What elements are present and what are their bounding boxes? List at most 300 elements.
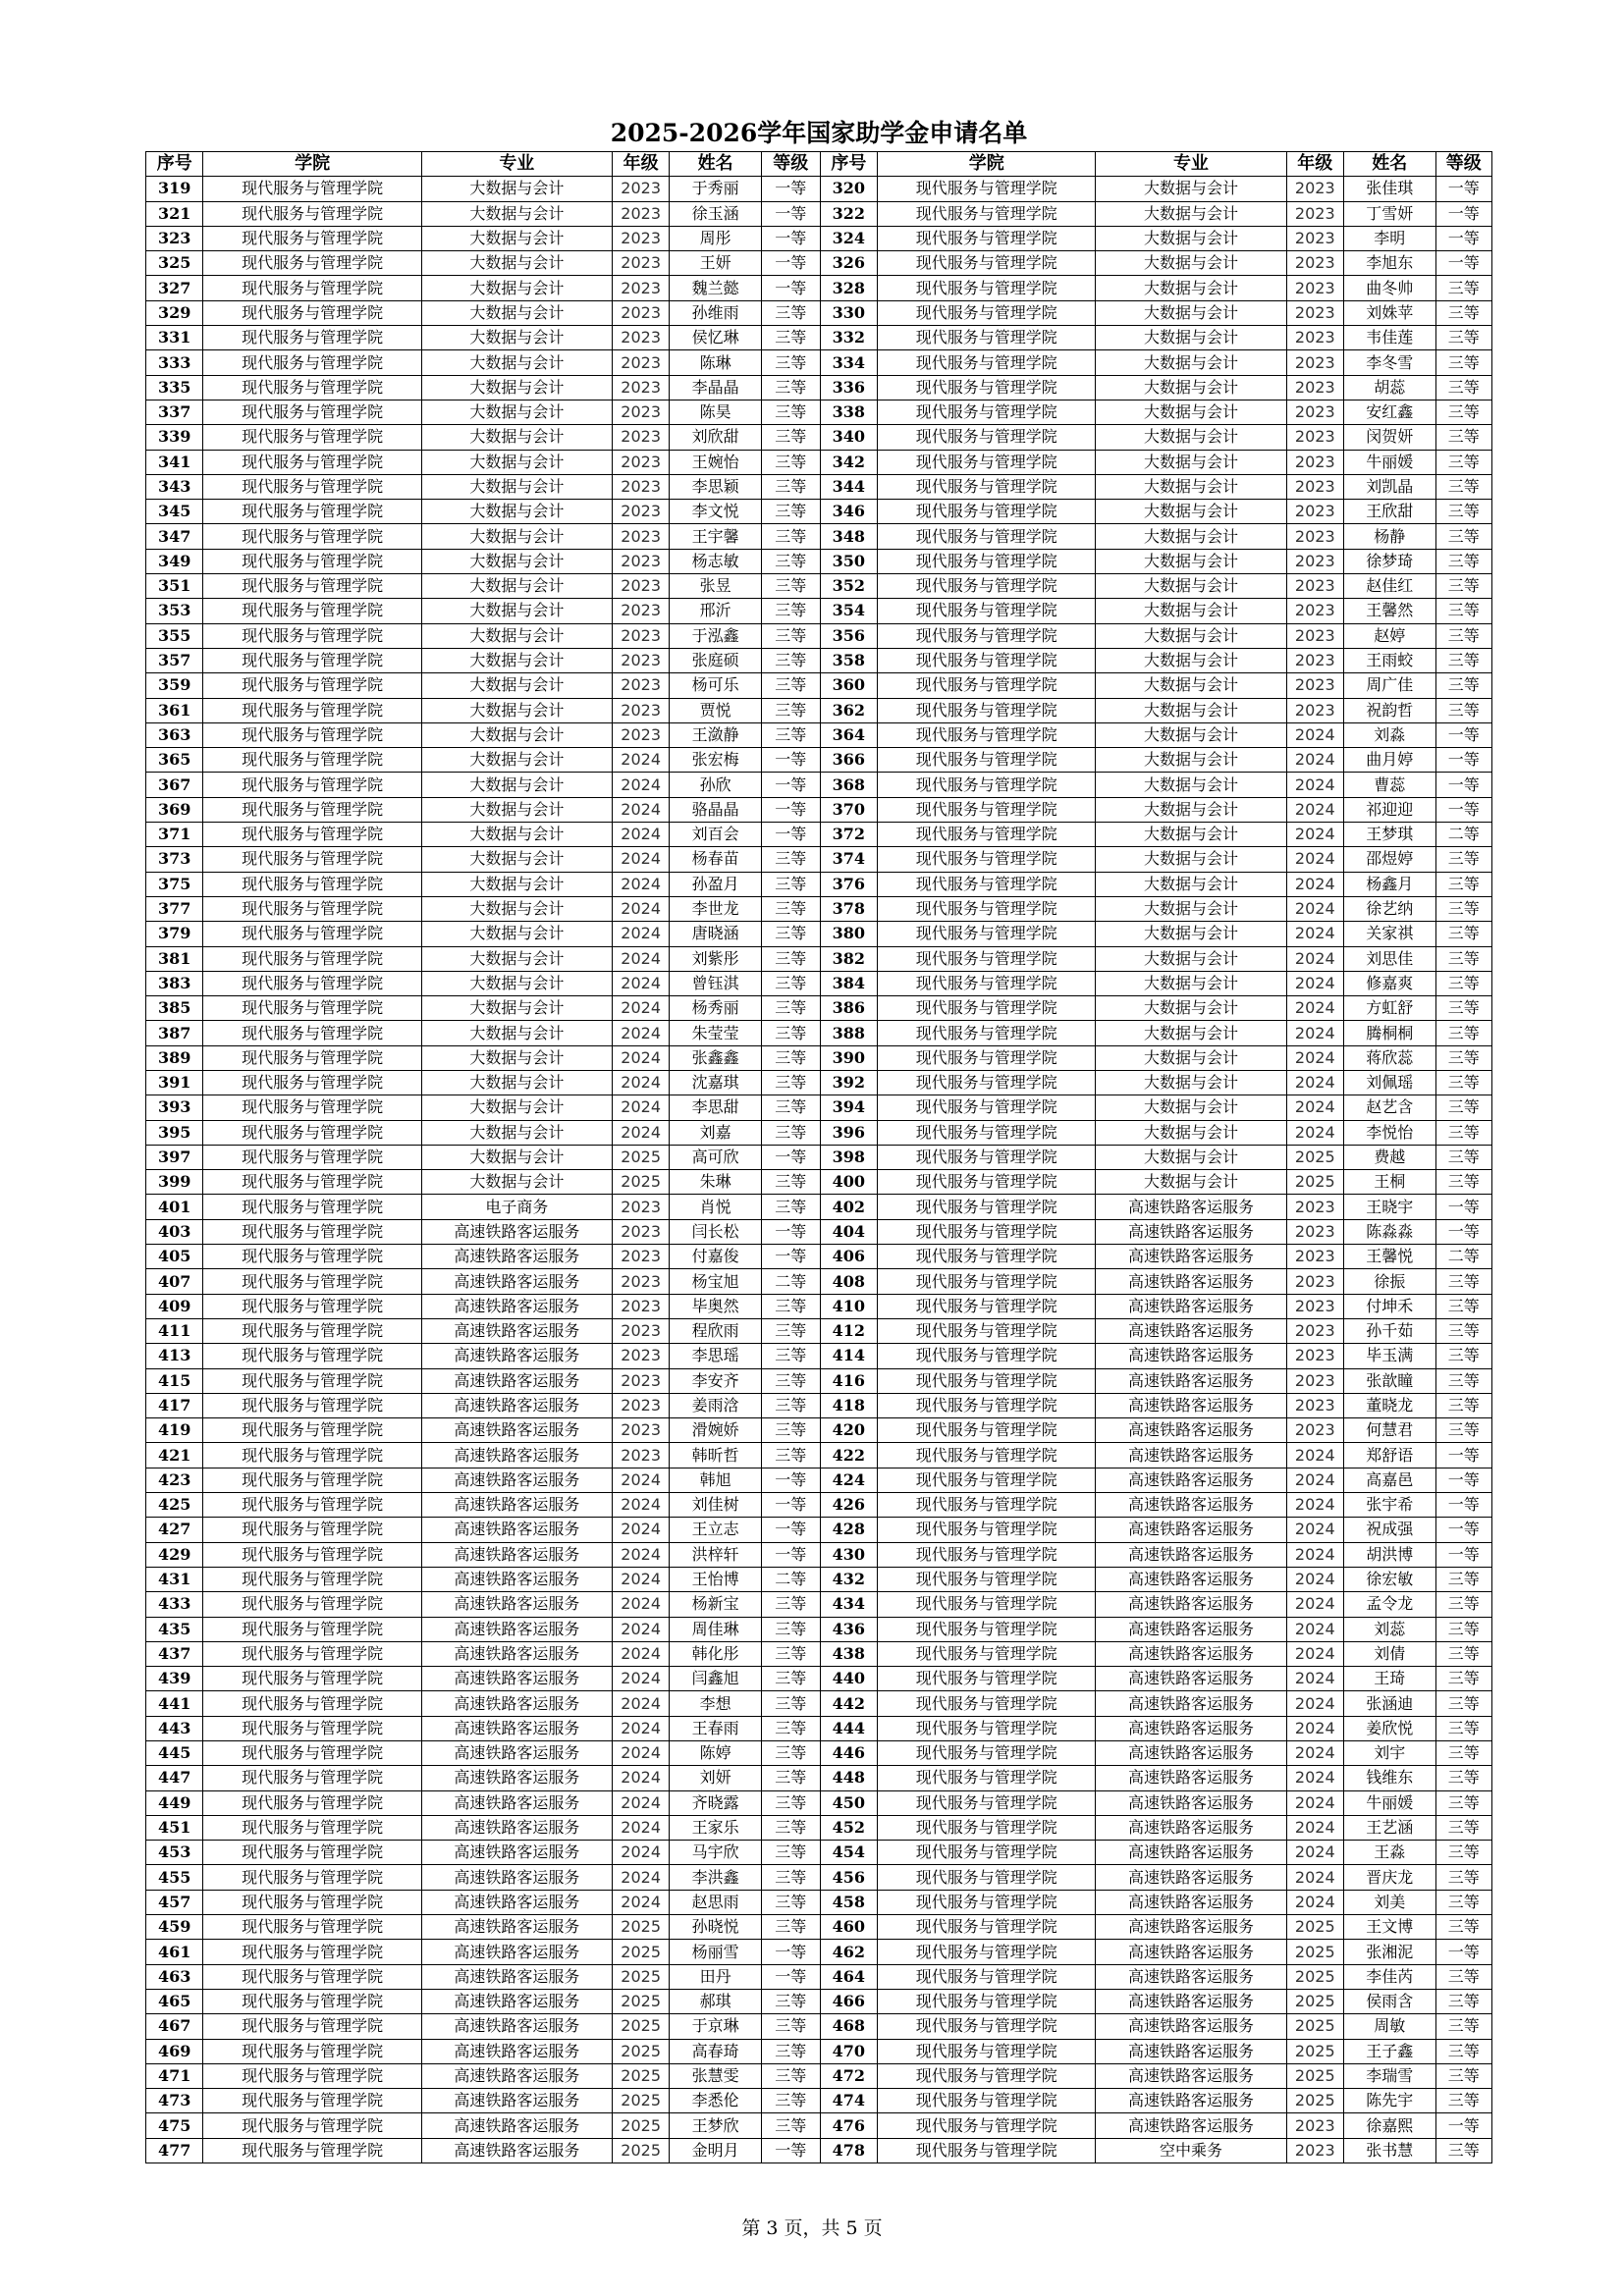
table-row [146,648,1492,672]
major-cell: 大数据与会计 [421,1021,612,1045]
level-cell: 三等 [761,1790,820,1815]
college-cell: 现代服务与管理学院 [203,673,421,698]
major-cell: 高速铁路客运服务 [421,1542,612,1567]
college-cell: 现代服务与管理学院 [878,1790,1096,1815]
student-name-cell: 王婉怡 [670,450,762,474]
header-major: 专业 [421,152,612,177]
grade-year-cell: 2025 [612,1989,669,2013]
student-name-cell: 陈琳 [670,350,762,375]
level-cell: 一等 [761,251,820,276]
seq-cell: 418 [820,1393,877,1417]
student-name-cell: 胡蕊 [1344,375,1436,400]
college-cell: 现代服务与管理学院 [203,177,421,201]
seq-cell: 373 [146,847,203,872]
student-name-cell: 张宇希 [1344,1493,1436,1518]
college-cell: 现代服务与管理学院 [878,1617,1096,1641]
level-cell: 三等 [761,1841,820,1865]
major-cell: 电子商务 [421,1195,612,1219]
student-name-cell: 李悦怡 [1344,1120,1436,1145]
seq-cell: 454 [820,1841,877,1865]
major-cell: 高速铁路客运服务 [1096,1790,1286,1815]
major-cell: 大数据与会计 [1096,599,1286,623]
grade-year-cell: 2024 [612,1468,669,1492]
seq-cell: 421 [146,1443,203,1468]
college-cell: 现代服务与管理学院 [203,1741,421,1766]
major-cell: 大数据与会计 [1096,1070,1286,1095]
level-cell: 三等 [1435,300,1491,325]
student-name-cell: 闫长松 [670,1219,762,1244]
table-row [146,375,1492,400]
level-cell: 三等 [1435,2063,1491,2088]
student-name-cell: 徐艺纳 [1344,896,1436,921]
level-cell: 二等 [1435,823,1491,847]
college-cell: 现代服务与管理学院 [878,1245,1096,1269]
college-cell: 现代服务与管理学院 [878,1195,1096,1219]
student-name-cell: 杨宝旭 [670,1269,762,1294]
table-body [146,177,1492,2163]
college-cell: 现代服务与管理学院 [878,1567,1096,1591]
college-cell: 现代服务与管理学院 [203,797,421,822]
table-row [146,574,1492,599]
seq-cell: 329 [146,300,203,325]
seq-cell: 364 [820,722,877,747]
seq-cell: 453 [146,1841,203,1865]
level-cell: 三等 [1435,1890,1491,1914]
table-row [146,1766,1492,1790]
student-name-cell: 于秀丽 [670,177,762,201]
level-cell: 一等 [1435,201,1491,226]
student-name-cell: 关家祺 [1344,922,1436,946]
level-cell: 三等 [1435,1418,1491,1443]
level-cell: 一等 [1435,1443,1491,1468]
major-cell: 高速铁路客运服务 [1096,1542,1286,1567]
level-cell: 三等 [761,673,820,698]
student-name-cell: 韩昕哲 [670,1443,762,1468]
major-cell: 大数据与会计 [1096,648,1286,672]
seq-cell: 388 [820,1021,877,1045]
major-cell: 大数据与会计 [1096,847,1286,872]
student-name-cell: 牛丽媛 [1344,1790,1436,1815]
grade-year-cell: 2023 [612,549,669,573]
level-cell: 三等 [761,375,820,400]
college-cell: 现代服务与管理学院 [878,1915,1096,1940]
seq-cell: 474 [820,2089,877,2113]
college-cell: 现代服务与管理学院 [203,201,421,226]
student-name-cell: 王子鑫 [1344,2039,1436,2063]
college-cell: 现代服务与管理学院 [878,1667,1096,1691]
table-row [146,722,1492,747]
grade-year-cell: 2025 [1286,2014,1343,2039]
level-cell: 一等 [761,1493,820,1518]
student-name-cell: 徐嘉熙 [1344,2113,1436,2138]
level-cell: 三等 [761,1045,820,1070]
grade-year-cell: 2025 [612,2039,669,2063]
seq-cell: 468 [820,2014,877,2039]
college-cell: 现代服务与管理学院 [203,1294,421,1318]
major-cell: 大数据与会计 [421,1045,612,1070]
grade-year-cell: 2024 [612,922,669,946]
table-row [146,226,1492,250]
major-cell: 高速铁路客运服务 [1096,2039,1286,2063]
college-cell: 现代服务与管理学院 [203,1592,421,1617]
grade-year-cell: 2023 [1286,400,1343,424]
college-cell: 现代服务与管理学院 [878,226,1096,250]
seq-cell: 387 [146,1021,203,1045]
college-cell: 现代服务与管理学院 [878,1741,1096,1766]
seq-cell: 367 [146,773,203,797]
college-cell: 现代服务与管理学院 [203,1841,421,1865]
student-name-cell: 王妍 [670,251,762,276]
college-cell: 现代服务与管理学院 [878,1294,1096,1318]
table-row [146,300,1492,325]
level-cell: 一等 [1435,251,1491,276]
student-name-cell: 杨志敏 [670,549,762,573]
grade-year-cell: 2025 [1286,2089,1343,2113]
major-cell: 高速铁路客运服务 [421,2113,612,2138]
college-cell: 现代服务与管理学院 [878,1045,1096,1070]
major-cell: 大数据与会计 [1096,971,1286,995]
college-cell: 现代服务与管理学院 [203,375,421,400]
level-cell: 三等 [1435,1667,1491,1691]
level-cell: 三等 [1435,326,1491,350]
major-cell: 高速铁路客运服务 [1096,1318,1286,1343]
major-cell: 高速铁路客运服务 [1096,1219,1286,1244]
table-row [146,773,1492,797]
college-cell: 现代服务与管理学院 [203,500,421,524]
grade-year-cell: 2023 [1286,425,1343,450]
table-row [146,2063,1492,2088]
header-name: 姓名 [1344,152,1436,177]
level-cell: 三等 [761,2089,820,2113]
level-cell: 三等 [1435,1170,1491,1195]
student-name-cell: 张涵迪 [1344,1691,1436,1716]
level-cell: 三等 [761,922,820,946]
major-cell: 高速铁路客运服务 [1096,1393,1286,1417]
major-cell: 高速铁路客运服务 [421,1691,612,1716]
grade-year-cell: 2024 [612,1120,669,1145]
major-cell: 高速铁路客运服务 [421,1915,612,1940]
college-cell: 现代服务与管理学院 [878,722,1096,747]
level-cell: 三等 [1435,1567,1491,1591]
student-name-cell: 曹蕊 [1344,773,1436,797]
seq-cell: 340 [820,425,877,450]
major-cell: 大数据与会计 [421,450,612,474]
grade-year-cell: 2024 [612,1841,669,1865]
college-cell: 现代服务与管理学院 [878,1269,1096,1294]
major-cell: 大数据与会计 [1096,946,1286,971]
major-cell: 高速铁路客运服务 [421,2039,612,2063]
student-name-cell: 齐晓露 [670,1790,762,1815]
major-cell: 大数据与会计 [421,823,612,847]
college-cell: 现代服务与管理学院 [878,400,1096,424]
grade-year-cell: 2024 [1286,872,1343,896]
grade-year-cell: 2023 [1286,450,1343,474]
grade-year-cell: 2024 [1286,1518,1343,1542]
table-row [146,1989,1492,2013]
level-cell: 三等 [761,326,820,350]
seq-cell: 471 [146,2063,203,2088]
grade-year-cell: 2023 [1286,375,1343,400]
level-cell: 三等 [1435,971,1491,995]
table-row [146,450,1492,474]
college-cell: 现代服务与管理学院 [878,773,1096,797]
major-cell: 大数据与会计 [1096,1095,1286,1120]
level-cell: 三等 [1435,375,1491,400]
college-cell: 现代服务与管理学院 [878,1368,1096,1393]
major-cell: 高速铁路客运服务 [421,1567,612,1591]
student-name-cell: 韦佳莲 [1344,326,1436,350]
table-row [146,1915,1492,1940]
student-name-cell: 杨新宝 [670,1592,762,1617]
level-cell: 一等 [761,276,820,300]
seq-cell: 449 [146,1790,203,1815]
level-cell: 一等 [761,1468,820,1492]
student-name-cell: 于泓鑫 [670,623,762,648]
grade-year-cell: 2024 [1286,1567,1343,1591]
level-cell: 三等 [1435,400,1491,424]
table-row [146,549,1492,573]
table-row [146,1318,1492,1343]
major-cell: 大数据与会计 [1096,177,1286,201]
student-name-cell: 孙盈月 [670,872,762,896]
student-name-cell: 李明 [1344,226,1436,250]
seq-cell: 448 [820,1766,877,1790]
college-cell: 现代服务与管理学院 [878,1170,1096,1195]
major-cell: 高速铁路客运服务 [421,2014,612,2039]
college-cell: 现代服务与管理学院 [203,698,421,722]
table-row [146,872,1492,896]
seq-cell: 324 [820,226,877,250]
grade-year-cell: 2024 [612,797,669,822]
student-name-cell: 李世龙 [670,896,762,921]
level-cell: 三等 [1435,896,1491,921]
seq-cell: 414 [820,1344,877,1368]
level-cell: 三等 [761,524,820,549]
college-cell: 现代服务与管理学院 [203,2089,421,2113]
table-row [146,2113,1492,2138]
seq-cell: 409 [146,1294,203,1318]
college-cell: 现代服务与管理学院 [203,1245,421,1269]
major-cell: 大数据与会计 [1096,823,1286,847]
major-cell: 大数据与会计 [421,1095,612,1120]
student-name-cell: 刘宇 [1344,1741,1436,1766]
level-cell: 三等 [1435,2014,1491,2039]
level-cell: 一等 [761,2138,820,2163]
student-name-cell: 姜雨浛 [670,1393,762,1417]
student-name-cell: 方虹舒 [1344,996,1436,1021]
grade-year-cell: 2024 [1286,1691,1343,1716]
major-cell: 高速铁路客运服务 [1096,1716,1286,1740]
seq-cell: 407 [146,1269,203,1294]
student-name-cell: 金明月 [670,2138,762,2163]
seq-cell: 383 [146,971,203,995]
seq-cell: 404 [820,1219,877,1244]
grade-year-cell: 2023 [612,276,669,300]
level-cell: 二等 [761,1567,820,1591]
major-cell: 高速铁路客运服务 [421,1418,612,1443]
college-cell: 现代服务与管理学院 [878,524,1096,549]
seq-cell: 363 [146,722,203,747]
major-cell: 大数据与会计 [1096,400,1286,424]
grade-year-cell: 2024 [612,1095,669,1120]
student-name-cell: 曾钰淇 [670,971,762,995]
student-name-cell: 高春琦 [670,2039,762,2063]
college-cell: 现代服务与管理学院 [878,450,1096,474]
table-row [146,847,1492,872]
seq-cell: 368 [820,773,877,797]
grade-year-cell: 2025 [1286,1145,1343,1169]
grade-year-cell: 2025 [1286,1170,1343,1195]
level-cell: 三等 [761,1667,820,1691]
college-cell: 现代服务与管理学院 [878,896,1096,921]
level-cell: 三等 [761,1815,820,1840]
student-name-cell: 董晓龙 [1344,1393,1436,1417]
table-row [146,1120,1492,1145]
table-row [146,1095,1492,1120]
student-name-cell: 刘妍 [670,1766,762,1790]
seq-cell: 423 [146,1468,203,1492]
major-cell: 高速铁路客运服务 [1096,1989,1286,2013]
major-cell: 大数据与会计 [421,797,612,822]
student-name-cell: 刘佩瑶 [1344,1070,1436,1095]
seq-cell: 415 [146,1368,203,1393]
level-cell: 三等 [1435,1095,1491,1120]
college-cell: 现代服务与管理学院 [878,474,1096,499]
seq-cell: 447 [146,1766,203,1790]
grade-year-cell: 2023 [1286,2138,1343,2163]
student-name-cell: 姜欣悦 [1344,1716,1436,1740]
level-cell: 三等 [761,549,820,573]
table-row [146,1170,1492,1195]
grade-year-cell: 2024 [1286,1542,1343,1567]
student-name-cell: 孙晓悦 [670,1915,762,1940]
grade-year-cell: 2023 [612,201,669,226]
seq-cell: 333 [146,350,203,375]
table-row [146,1070,1492,1095]
table-row [146,177,1492,201]
college-cell: 现代服务与管理学院 [878,375,1096,400]
college-cell: 现代服务与管理学院 [878,1468,1096,1492]
major-cell: 高速铁路客运服务 [1096,2113,1286,2138]
grade-year-cell: 2025 [612,1915,669,1940]
grade-year-cell: 2023 [1286,648,1343,672]
seq-cell: 319 [146,177,203,201]
major-cell: 大数据与会计 [421,425,612,450]
major-cell: 高速铁路客运服务 [1096,1418,1286,1443]
level-cell: 三等 [1435,450,1491,474]
seq-cell: 436 [820,1617,877,1641]
major-cell: 大数据与会计 [421,872,612,896]
seq-cell: 348 [820,524,877,549]
level-cell: 三等 [761,1294,820,1318]
major-cell: 大数据与会计 [421,648,612,672]
grade-year-cell: 2023 [1286,474,1343,499]
major-cell: 大数据与会计 [421,1170,612,1195]
table-row [146,1890,1492,1914]
student-name-cell: 王梦欣 [670,2113,762,2138]
student-name-cell: 周敏 [1344,2014,1436,2039]
major-cell: 大数据与会计 [421,946,612,971]
grade-year-cell: 2024 [612,847,669,872]
student-name-cell: 徐振 [1344,1269,1436,1294]
table-row [146,623,1492,648]
grade-year-cell: 2024 [1286,1716,1343,1740]
major-cell: 高速铁路客运服务 [1096,2063,1286,2088]
student-name-cell: 王桐 [1344,1170,1436,1195]
student-name-cell: 李冬雪 [1344,350,1436,375]
seq-cell: 401 [146,1195,203,1219]
major-cell: 高速铁路客运服务 [421,1790,612,1815]
header-college: 学院 [878,152,1096,177]
major-cell: 大数据与会计 [1096,698,1286,722]
table-row [146,474,1492,499]
college-cell: 现代服务与管理学院 [203,922,421,946]
college-cell: 现代服务与管理学院 [203,1145,421,1169]
grade-year-cell: 2024 [612,1766,669,1790]
grade-year-cell: 2025 [1286,2039,1343,2063]
student-name-cell: 张昱 [670,574,762,599]
seq-cell: 429 [146,1542,203,1567]
grade-year-cell: 2024 [612,773,669,797]
major-cell: 高速铁路客运服务 [421,1667,612,1691]
table-row [146,524,1492,549]
grade-year-cell: 2024 [1286,1841,1343,1865]
level-cell: 三等 [761,2014,820,2039]
seq-cell: 406 [820,1245,877,1269]
level-cell: 三等 [1435,2089,1491,2113]
college-cell: 现代服务与管理学院 [878,1841,1096,1865]
major-cell: 高速铁路客运服务 [1096,1641,1286,1666]
table-row [146,1045,1492,1070]
grade-year-cell: 2025 [1286,2063,1343,2088]
grade-year-cell: 2024 [1286,1443,1343,1468]
seq-cell: 380 [820,922,877,946]
seq-cell: 399 [146,1170,203,1195]
college-cell: 现代服务与管理学院 [203,1617,421,1641]
college-cell: 现代服务与管理学院 [203,1170,421,1195]
seq-cell: 376 [820,872,877,896]
seq-cell: 450 [820,1790,877,1815]
student-name-cell: 韩化彤 [670,1641,762,1666]
college-cell: 现代服务与管理学院 [203,1964,421,1989]
level-cell: 三等 [1435,1964,1491,1989]
grade-year-cell: 2023 [612,524,669,549]
student-name-cell: 刘思佳 [1344,946,1436,971]
student-name-cell: 刘蕊 [1344,1617,1436,1641]
seq-cell: 386 [820,996,877,1021]
student-name-cell: 王欣甜 [1344,500,1436,524]
seq-cell: 397 [146,1145,203,1169]
student-name-cell: 王立志 [670,1518,762,1542]
college-cell: 现代服务与管理学院 [878,425,1096,450]
college-cell: 现代服务与管理学院 [203,226,421,250]
grade-year-cell: 2025 [612,2113,669,2138]
major-cell: 大数据与会计 [1096,1021,1286,1045]
college-cell: 现代服务与管理学院 [203,1318,421,1343]
college-cell: 现代服务与管理学院 [878,797,1096,822]
grade-year-cell: 2023 [612,1368,669,1393]
seq-cell: 355 [146,623,203,648]
seq-cell: 460 [820,1915,877,1940]
student-name-cell: 张佳琪 [1344,177,1436,201]
table-row [146,2089,1492,2113]
college-cell: 现代服务与管理学院 [203,1989,421,2013]
major-cell: 大数据与会计 [1096,450,1286,474]
grade-year-cell: 2025 [612,1145,669,1169]
grade-year-cell: 2023 [612,673,669,698]
major-cell: 大数据与会计 [1096,1145,1286,1169]
level-cell: 三等 [761,1418,820,1443]
